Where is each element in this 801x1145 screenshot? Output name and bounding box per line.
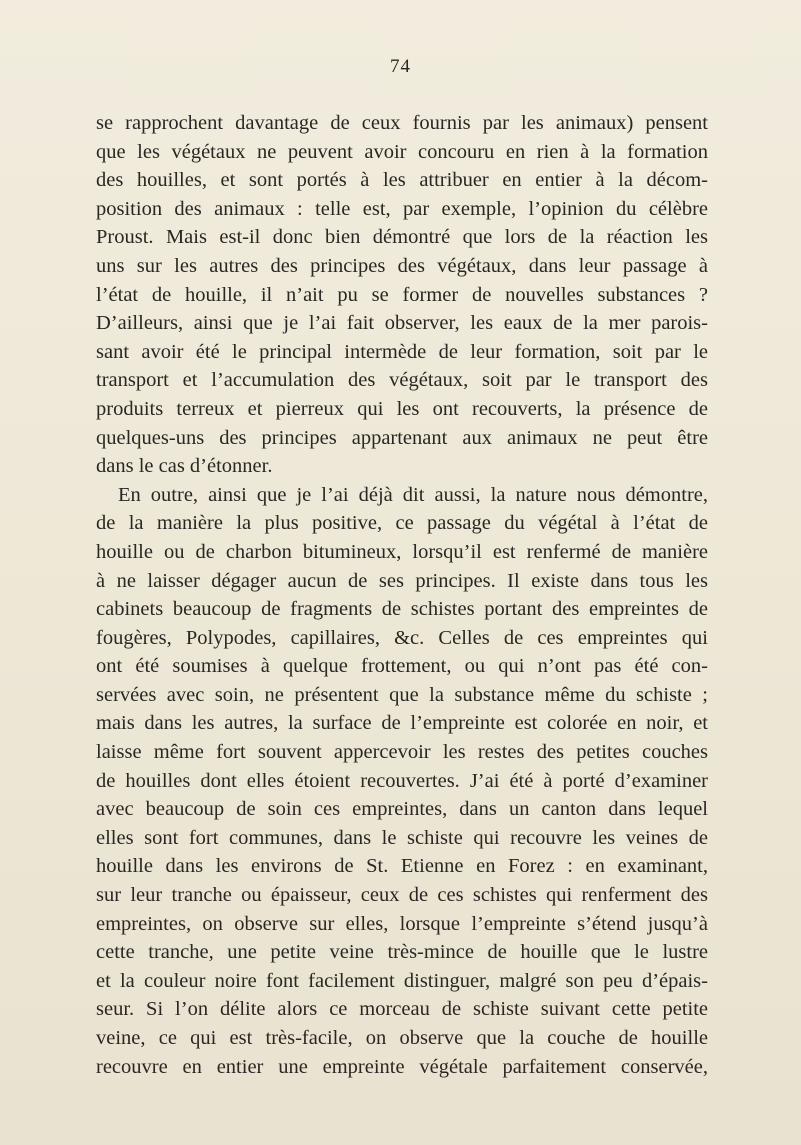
text-line: servées avec soin, ne présentent que la substance même du schiste ; [96,683,708,706]
text-line: En outre, ainsi que je l’ai déjà dit aussi, la nature nous démontre, [118,483,708,506]
text-line: houille ou de charbon bitumineux, lorsqu’il est renfermé de manière [96,540,708,563]
text-line: de houilles dont elles étoient recouvertes. J’ai été à porté d’examiner [96,769,708,792]
text-line: se rapprochent davantage de ceux fournis par les animaux) pensent [96,112,708,134]
text-line: Proust. Mais est-il donc bien démontré que lors de la réaction les [96,226,708,249]
text-line: laisse même fort souvent appercevoir les restes des petites couches [96,741,708,764]
text-line: à ne laisser dégager aucun de ses principes. Il existe dans tous les [96,569,708,592]
body-text [96,109,708,1081]
text-line: recouvre en entier une empreinte végétale parfaitement conservée, [96,1055,708,1078]
text-line: produits terreux et pierreux qui les ont recouverts, la présence de [96,397,708,420]
text-line: dans le cas d’étonner. [96,455,273,478]
text-line: cabinets beaucoup de fragments de schistes portant des empreintes de [96,598,708,621]
text-line: avec beaucoup de soin ces empreintes, dans un canton dans lequel [96,798,708,821]
text-line: seur. Si l’on délite alors ce morceau de schiste suivant cette petite [96,998,708,1021]
text-line: transport et l’accumulation des végétaux, soit par le transport des [96,369,708,392]
page-number: 74 [390,56,411,77]
text-line: veine, ce qui est très-facile, on observe que la couche de houille [96,1027,708,1049]
text-line: empreintes, on observe sur elles, lorsque l’empreinte s’étend jusqu’à [96,912,708,935]
text-line: fougères, Polypodes, capillaires, &c. Celles de ces empreintes qui [96,626,708,649]
text-line: quelques-uns des principes appartenant aux animaux ne peut être [96,426,708,449]
text-line: et la couleur noire font facilement distinguer, malgré son peu d’épais- [96,969,708,992]
text-line: mais dans les autres, la surface de l’empreinte est colorée en noir, et [96,712,708,735]
text-line: D’ailleurs, ainsi que je l’ai fait observer, les eaux de la mer parois- [96,312,708,335]
text-line: ont été soumises à quelque frottement, ou qui n’ont pas été con- [96,655,708,678]
text-line: houille dans les environs de St. Etienne en Forez : en examinant, [96,855,708,878]
text-line: cette tranche, une petite veine très-mince de houille que le lustre [96,941,708,964]
text-line: sur leur tranche ou épaisseur, ceux de ces schistes qui renferment des [96,884,708,907]
text-line: des houilles, et sont portés à les attribuer en entier à la décom- [96,169,708,192]
text-line: uns sur les autres des principes des végétaux, dans leur passage à [96,254,708,277]
text-line: l’état de houille, il n’ait pu se former de nouvelles substances ? [96,283,708,306]
text-line: sant avoir été le principal intermède de leur formation, soit par le [96,340,708,363]
text-line: de la manière la plus positive, ce passage du végétal à l’état de [96,512,708,535]
text-line: position des animaux : telle est, par exemple, l’opinion du célèbre [96,197,708,220]
text-line: que les végétaux ne peuvent avoir concouru en rien à la formation [96,140,708,163]
text-line: elles sont fort communes, dans le schiste qui recouvre les veines de [96,826,708,849]
